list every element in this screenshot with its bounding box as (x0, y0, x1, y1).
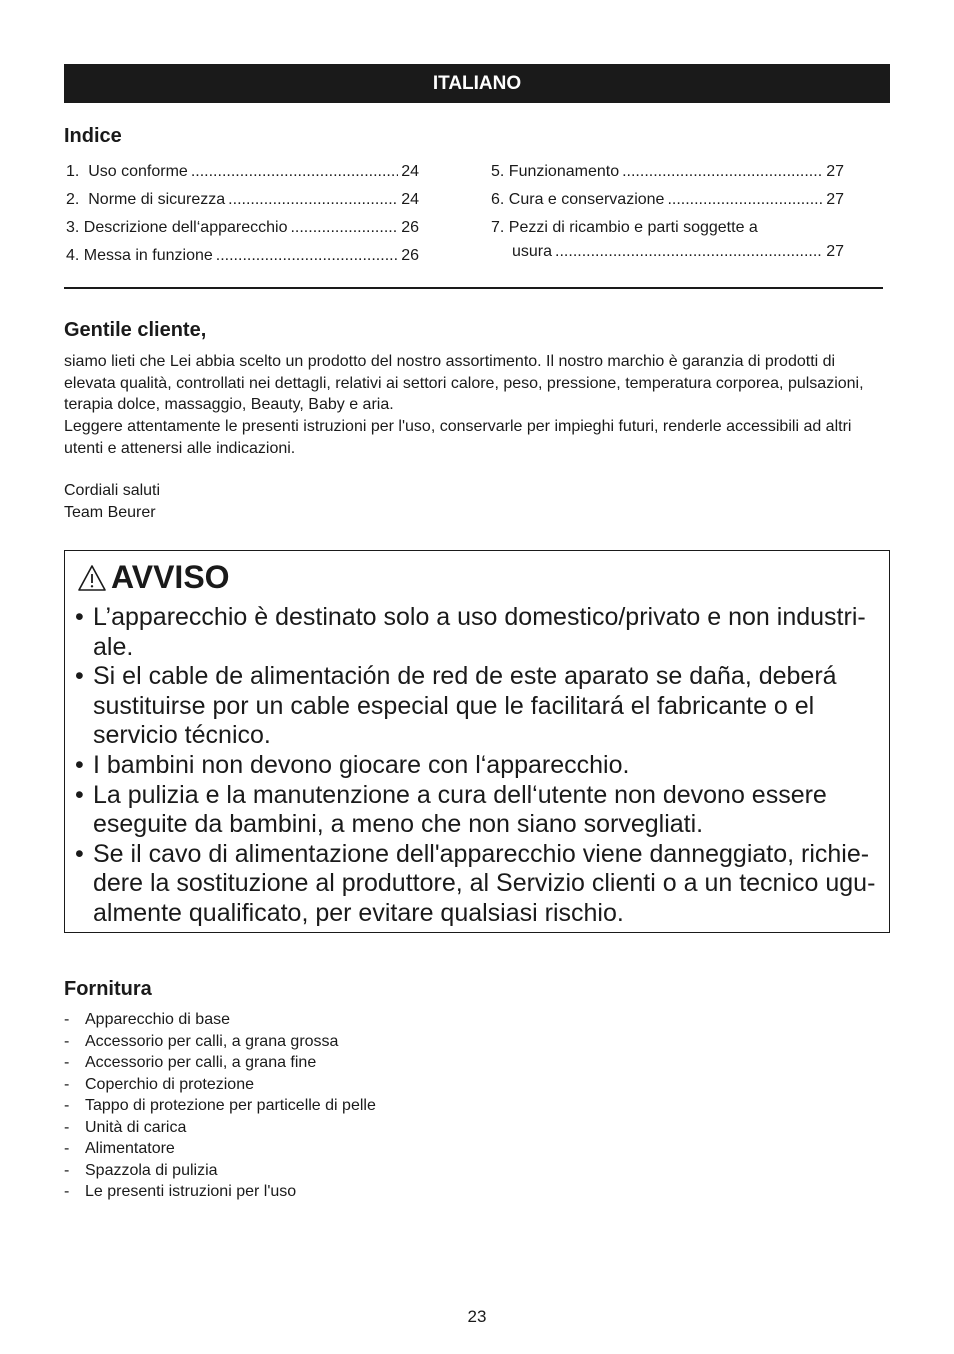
toc-title: Indice (64, 125, 122, 147)
toc-entry[interactable] (66, 188, 419, 216)
supply-item-text: Alimentatore (85, 1140, 175, 1157)
toc-entry[interactable] (66, 216, 419, 244)
toc-entry-number: 6. (491, 191, 509, 208)
warning-item (75, 840, 881, 929)
supply-item-text: Accessorio per calli, a grana grossa (85, 1032, 339, 1050)
page-number: 23 (467, 1307, 487, 1326)
dash-bullet: - (64, 1075, 70, 1093)
warning-title: AVVISO (111, 559, 230, 595)
supply-item-text: Tappo di protezione per particelle di pelle (85, 1097, 376, 1114)
supply-item-text: Accessorio per calli, a grana fine (85, 1054, 317, 1071)
toc-right-column (491, 160, 844, 264)
toc-leader-dots (622, 160, 823, 188)
supply-item-text: Le presenti istruzioni per l'uso (85, 1183, 297, 1200)
supply-list (64, 1009, 376, 1203)
toc-leader-dots (228, 188, 398, 216)
toc-entry-number: 5. (491, 163, 509, 180)
warning-list (75, 603, 881, 929)
toc-entry-page: 24 (401, 163, 419, 180)
toc-entry-text: Messa in funzione (83, 247, 213, 264)
toc-entry-page: 26 (401, 219, 419, 236)
bullet-icon: • (75, 662, 84, 691)
toc-entry-number: 3. (66, 219, 84, 236)
warning-item (75, 662, 881, 751)
dash-bullet: - (64, 1032, 70, 1050)
dash-bullet: - (64, 1097, 70, 1114)
toc-entry[interactable] (491, 188, 844, 216)
toc-entry-text: Uso conforme (88, 163, 188, 180)
warning-box (64, 550, 890, 933)
closing-regards: Cordiali saluti (64, 482, 161, 499)
toc-entry-number: 7. (491, 219, 509, 236)
greeting-title: Gentile cliente, (64, 319, 207, 341)
warning-item (75, 603, 881, 662)
supply-item (64, 1095, 376, 1117)
toc-entry-number: 1. (66, 163, 89, 180)
section-divider (64, 287, 883, 289)
dash-bullet: - (64, 1140, 70, 1157)
toc-entry-text-continued: usura (512, 243, 553, 260)
dash-bullet: - (64, 1011, 70, 1028)
toc-entry-text: Descrizione dell‘apparecchio (83, 219, 288, 236)
supply-item (64, 1138, 376, 1160)
toc-leader-dots (667, 188, 823, 216)
language-label: ITALIANO (432, 72, 522, 94)
closing-signature: Team Beurer (64, 504, 156, 521)
supply-item (64, 1052, 376, 1074)
supply-item (64, 1074, 376, 1096)
supply-item (64, 1117, 376, 1139)
supply-item (64, 1009, 376, 1031)
supply-item-text: Unità di carica (85, 1118, 187, 1136)
toc-entry-text: Norme di sicurezza (88, 191, 226, 208)
warning-item-text: Si el cable de alimentación de red de este aparato se daña, deberá sustituirse por un cable especial que le facilitará el fabricante o el servicio técnico. (93, 662, 837, 750)
dash-bullet: - (64, 1161, 70, 1179)
toc-entry-page: 27 (826, 243, 844, 260)
toc-entry-page: 27 (826, 191, 844, 208)
toc-entry[interactable] (66, 160, 419, 188)
warning-item (75, 781, 881, 840)
toc-leader-dots (216, 244, 398, 272)
toc-leader-dots (191, 160, 398, 188)
warning-item-text: I bambini non devono giocare con l‘apparecchio. (93, 750, 630, 779)
toc-entry-text: Cura e conservazione (508, 191, 665, 208)
dash-bullet: - (64, 1183, 70, 1200)
supply-item-text: Apparecchio di base (85, 1011, 230, 1028)
toc-entry[interactable] (66, 244, 419, 272)
warning-item-text: La pulizia e la manutenzione a cura dell‘utente non devono essere eseguite da bambini, a meno che non siano sorvegliati. (93, 780, 827, 839)
dash-bullet: - (64, 1054, 70, 1071)
toc-leader-dots (555, 240, 823, 264)
toc-leader-dots (290, 216, 398, 244)
bullet-icon: • (75, 603, 84, 631)
toc-entry-text: Pezzi di ricambio e parti soggette a (508, 219, 758, 236)
warning-item-text: Se il cavo di alimentazione dell'apparecchio viene danneggiato, richiedere la sostituzione al produttore, al Servizio clienti o a un tecnico ugualmente qualificato, per evitare qualsiasi rischio. (93, 839, 876, 927)
supply-item-text: Coperchio di protezione (85, 1075, 254, 1093)
supply-title: Fornitura (64, 978, 152, 1000)
toc-entry-page: 26 (401, 247, 419, 264)
bullet-icon: • (75, 780, 84, 809)
warning-heading (77, 559, 230, 596)
toc-entry[interactable] (491, 160, 844, 188)
toc-entry-text: Funzionamento (508, 163, 620, 180)
supply-item (64, 1181, 376, 1203)
toc-entry[interactable] (491, 216, 844, 264)
language-header (64, 64, 890, 103)
warning-item-text: L’apparecchio è destinato solo a uso domestico/privato e non industriale. (93, 603, 866, 661)
warning-triangle-icon (77, 564, 107, 592)
bullet-icon: • (75, 750, 84, 779)
toc-entry-number: 4. (66, 247, 84, 264)
supply-item (64, 1160, 376, 1182)
toc-left-column (66, 160, 419, 272)
dash-bullet: - (64, 1118, 70, 1136)
greeting-paragraph-instructions: Leggere attentamente le presenti istruzioni per l'uso, conservarle per impieghi futuri, renderle accessibili ad altri utenti e attenersi alle indicazioni. (64, 418, 852, 457)
bullet-icon: • (75, 839, 84, 868)
warning-item (75, 751, 881, 781)
toc-entry-page: 24 (401, 191, 419, 208)
toc-entry-number: 2. (66, 191, 89, 208)
greeting-paragraph-intro: siamo lieti che Lei abbia scelto un prodotto del nostro assortimento. Il nostro marchio è garanzia di prodotti di elevata qualità, controllati nei dettagli, relativi ai settori calore, peso, pressione, temperatura corporea, pulsazioni, terapia dolce, massaggio, Beauty, Baby e aria. (64, 353, 864, 413)
supply-item (64, 1031, 376, 1053)
toc-entry-page: 27 (826, 163, 844, 180)
supply-item-text: Spazzola di pulizia (85, 1161, 218, 1179)
